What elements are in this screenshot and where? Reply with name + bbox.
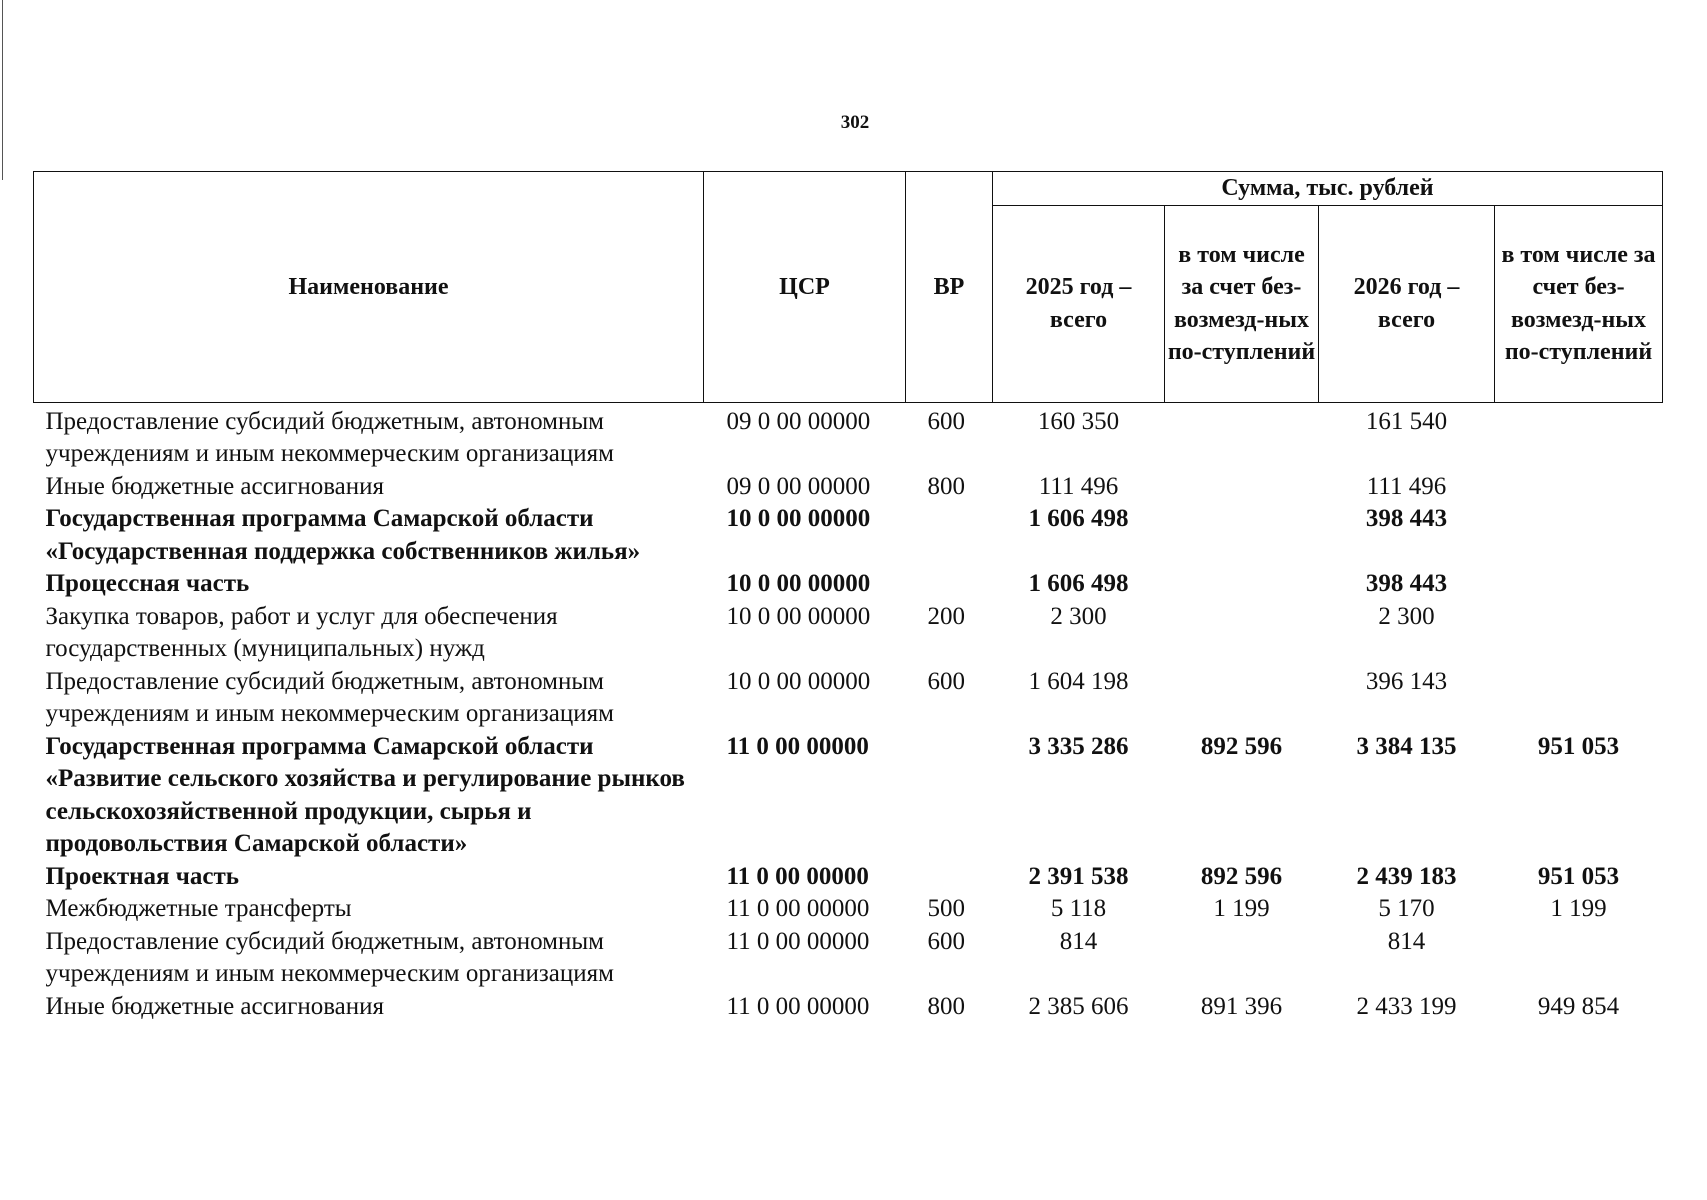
cell-2025-total: 111 496	[1038, 472, 1119, 500]
cell-2026-free	[1495, 568, 1663, 601]
cell-2026-free: 951 053	[1537, 862, 1620, 890]
cell-name: Иные бюджетные ассигнования	[45, 992, 385, 1020]
table-row	[34, 666, 1663, 731]
cell-vr: 800	[927, 472, 965, 500]
cell-2026-total: 2 433 199	[1356, 992, 1457, 1020]
header-sum: Сумма, тыс. рублей	[993, 172, 1663, 206]
cell-2025-total: 1 604 198	[1028, 667, 1129, 695]
cell-2025-total: 814	[1059, 927, 1098, 955]
cell-2026-total: 2 300	[1378, 602, 1435, 630]
cell-2025-total: 5 118	[1050, 895, 1107, 922]
cell-2026-free	[1495, 601, 1663, 666]
cell-csr: 09 0 00 00000	[726, 407, 871, 435]
cell-2025-free	[1165, 471, 1319, 504]
cell-2026-total: 5 170	[1378, 895, 1435, 922]
cell-2026-free	[1495, 503, 1663, 568]
cell-csr: 09 0 00 00000	[726, 472, 871, 500]
cell-csr: 10 0 00 00000	[726, 602, 871, 630]
cell-2026-free: 951 053	[1537, 732, 1620, 760]
cell-2026-free: 1 199	[1550, 895, 1607, 922]
cell-name: Проектная часть	[45, 862, 240, 890]
cell-2026-free	[1495, 666, 1663, 731]
cell-2025-free	[1165, 402, 1319, 471]
cell-name: Предоставление субсидий бюджетным, автономным учреждениям и иным некоммерческим организациям	[45, 407, 614, 467]
cell-2026-total: 398 443	[1365, 570, 1448, 597]
cell-2026-free: 949 854	[1537, 992, 1620, 1020]
page-number: 302	[840, 112, 870, 133]
cell-csr: 11 0 00 00000	[726, 927, 870, 955]
table-row	[34, 861, 1663, 894]
budget-table	[33, 171, 1663, 1023]
cell-2026-free	[1495, 926, 1663, 991]
cell-name: Процессная часть	[45, 570, 250, 597]
cell-2026-total: 396 143	[1365, 667, 1448, 695]
cell-2025-free	[1165, 926, 1319, 991]
cell-name: Закупка товаров, работ и услуг для обеспечения государственных (муниципальных) нужд	[45, 602, 558, 662]
cell-name: Государственная программа Самарской области «Развитие сельского хозяйства и регулирование рынков сельскохозяйственной продукции, сырья и продовольствия Самарской области»	[45, 732, 685, 857]
header-2026-total: 2026 год – всего	[1319, 205, 1495, 402]
header-2025-total: 2025 год – всего	[993, 205, 1165, 402]
cell-vr: 600	[927, 927, 965, 955]
cell-2025-total: 1 606 498	[1028, 505, 1129, 532]
table-row	[34, 503, 1663, 568]
cell-csr: 11 0 00 00000	[726, 732, 869, 760]
cell-2025-total: 160 350	[1037, 407, 1120, 435]
cell-2025-total: 1 606 498	[1028, 570, 1129, 597]
cell-2025-free	[1165, 601, 1319, 666]
cell-vr: 600	[927, 667, 965, 695]
table-row	[34, 601, 1663, 666]
header-csr: ЦСР	[704, 172, 906, 403]
cell-2026-total: 398 443	[1365, 505, 1448, 532]
table-body	[34, 402, 1663, 1023]
header-vr: ВР	[906, 172, 993, 403]
cell-2025-total: 2 385 606	[1028, 992, 1129, 1020]
cell-vr	[906, 731, 993, 861]
cell-vr	[906, 503, 993, 568]
cell-csr: 11 0 00 00000	[726, 862, 869, 890]
table-row	[34, 926, 1663, 991]
cell-2026-total: 814	[1387, 927, 1426, 955]
cell-2025-free	[1165, 666, 1319, 731]
cell-2025-total: 3 335 286	[1028, 732, 1129, 760]
table-row	[34, 991, 1663, 1024]
cell-vr: 500	[927, 895, 965, 922]
table-row	[34, 731, 1663, 861]
cell-csr: 11 0 00 00000	[726, 895, 870, 922]
cell-name: Межбюджетные трансферты	[45, 895, 352, 922]
cell-name: Иные бюджетные ассигнования	[45, 472, 385, 500]
cell-2026-total: 161 540	[1365, 407, 1448, 435]
cell-vr: 800	[927, 992, 965, 1020]
cell-vr: 200	[927, 602, 965, 630]
cell-2025-total: 2 300	[1050, 602, 1107, 630]
cell-2026-free	[1495, 471, 1663, 504]
cell-2025-free: 1 199	[1213, 895, 1270, 922]
header-2025-free: в том числе за счет без-возмезд-ных по-ступлений	[1165, 205, 1319, 402]
cell-2025-free: 891 396	[1200, 992, 1283, 1020]
cell-vr	[906, 861, 993, 894]
cell-csr: 11 0 00 00000	[726, 992, 870, 1020]
cell-name: Государственная программа Самарской области «Государственная поддержка собственников жилья»	[45, 505, 641, 565]
header-2026-free: в том числе за счет без-возмезд-ных по-ступлений	[1495, 205, 1663, 402]
table-header	[34, 172, 1663, 403]
header-name: Наименование	[34, 172, 704, 403]
cell-vr: 600	[927, 407, 965, 435]
cell-vr	[906, 568, 993, 601]
cell-2025-free	[1165, 503, 1319, 568]
cell-csr: 10 0 00 00000	[726, 667, 871, 695]
cell-name: Предоставление субсидий бюджетным, автономным учреждениям и иным некоммерческим организациям	[45, 927, 614, 987]
cell-2025-total: 2 391 538	[1028, 862, 1129, 890]
table-row	[34, 568, 1663, 601]
cell-csr: 10 0 00 00000	[726, 570, 871, 597]
page-edge-line	[2, 0, 3, 180]
cell-csr: 10 0 00 00000	[726, 505, 871, 532]
cell-name: Предоставление субсидий бюджетным, автономным учреждениям и иным некоммерческим организациям	[45, 667, 614, 727]
cell-2025-free: 892 596	[1200, 862, 1283, 890]
cell-2025-free	[1165, 568, 1319, 601]
cell-2026-free	[1495, 402, 1663, 471]
cell-2026-total: 2 439 183	[1356, 862, 1457, 890]
cell-2026-total: 111 496	[1366, 472, 1447, 500]
cell-2025-free: 892 596	[1200, 732, 1283, 760]
table-row	[34, 471, 1663, 504]
table-row	[34, 893, 1663, 926]
table-row	[34, 402, 1663, 471]
cell-2026-total: 3 384 135	[1356, 732, 1457, 760]
